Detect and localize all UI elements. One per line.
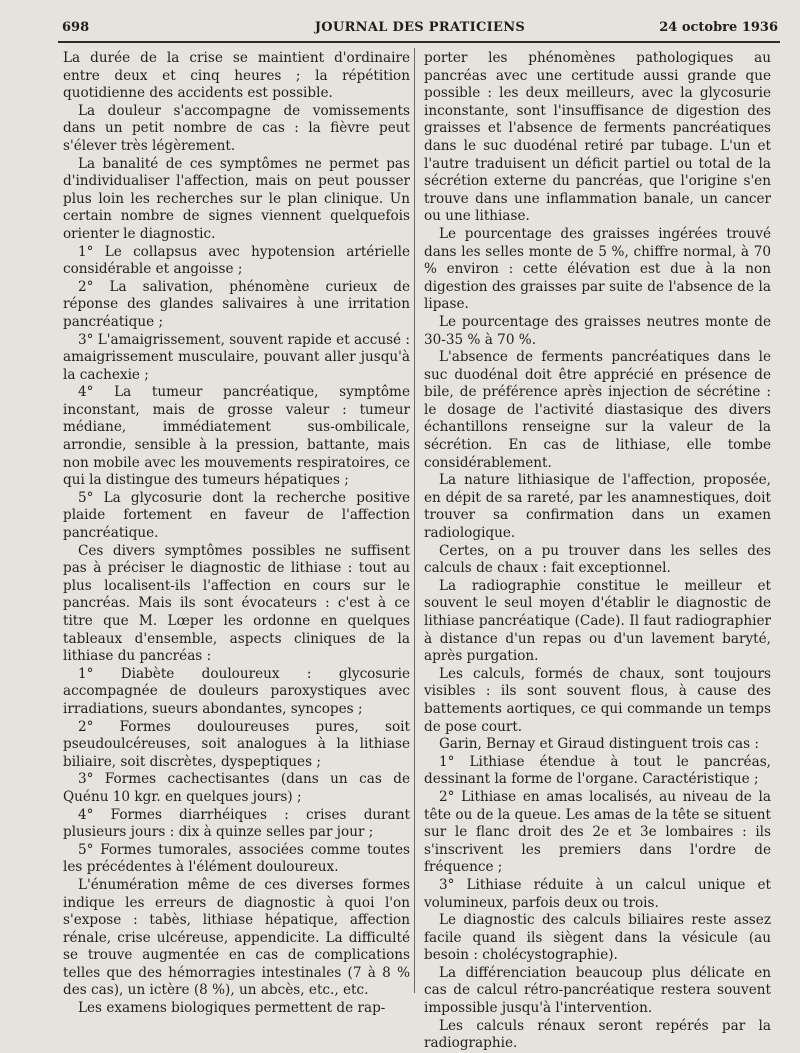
paragraph: Les calculs, formés de chaux, sont toujours visibles : ils sont souvent flous, à cause des battements aortiques, ce qui commande un temps de pose court.: [424, 665, 771, 735]
paragraph: Les calculs rénaux seront repérés par la radiographie.: [424, 1017, 771, 1052]
journal-title: JOURNAL DES PRATICIENS: [314, 20, 526, 35]
paragraph: Les examens biologiques permettent de rap-: [77, 1000, 386, 1017]
list-item: 2° La salivation, phénomène curieux de réponse des glandes salivaires à une irritation pancréatique ;: [63, 278, 410, 330]
paragraph: L'énumération même de ces diverses formes indique les erreurs de diagnostic à quoi l'on s'expose : tabès, lithiase hépatique, affection rénale, crise ulcéreuse, appendicite. La difficulté se trouve augmentée en cas de complications telles que des hémorragies intestinales (7 à 8 % des cas), un ictère (8 %), un abcès, etc., etc.: [63, 876, 410, 999]
paragraph: La douleur s'accompagne de vomissements dans un petit nombre de cas : la fièvre peut s'élever très légèrement.: [63, 102, 410, 154]
list-item: 1° Le collapsus avec hypotension artérielle considérable et angoisse ;: [63, 243, 410, 278]
list-item: 1° Lithiase étendue à tout le pancréas, dessinant la forme de l'organe. Caractéristique ;: [424, 753, 771, 788]
paragraph: L'absence de ferments pancréatiques dans le suc duodénal doit être apprécié en présence de bile, de préférence après injection de sécrétine : le dosage de l'activité diastasique des divers échantillons renseigne sur la valeur de la sécrétion. En cas de lithiase, elle tombe considérablement.: [424, 349, 771, 471]
paragraph: La nature lithiasique de l'affection, proposée, en dépit de sa rareté, par les anamnestiques, doit trouver sa confirmation dans un examen radiologique.: [424, 472, 771, 542]
list-item: 1° Diabète douloureux : glycosurie accompagnée de douleurs paroxystiques avec irradiations, sueurs abondantes, syncopes ;: [63, 665, 410, 717]
column-divider: [414, 48, 415, 993]
list-item: 2° Lithiase en amas localisés, au niveau de la tête ou de la queue. Les amas de la tête se situent sur le flanc droit des 2e et 3e lombaires : ils s'inscrivent les premiers dans l'ordre de fréquence ;: [424, 788, 771, 876]
header-rule: [58, 41, 780, 43]
right-column: [424, 50, 771, 1053]
paragraph: Ces divers symptômes possibles ne suffisent pas à préciser le diagnostic de lithiase : tout au plus localisent-ils l'affection en cours sur le pancréas. Mais ils sont évocateurs : c'est à ce titre que M. Lœper les ordonne en quelques tableaux d'ensemble, aspects cliniques de la lithiase du pancréas :: [63, 542, 410, 665]
list-item: 5° La glycosurie dont la recherche positive plaide fortement en faveur de l'affection pancréatique.: [63, 489, 410, 542]
issue-date: 24 octobre 1936: [659, 20, 778, 35]
paragraph: Le pourcentage des graisses ingérées trouvé dans les selles monte de 5 %, chiffre normal, à 70 % environ : cette élévation est due à la non digestion des graisses par suite de l'absence de la lipase.: [424, 225, 771, 313]
paragraph: La durée de la crise se maintient d'ordinaire entre deux et cinq heures ; la répétition quotidienne des accidents est possible.: [63, 50, 410, 102]
list-item: 3° Lithiase réduite à un calcul unique et volumineux, parfois deux ou trois.: [424, 876, 771, 911]
paragraph: Le diagnostic des calculs biliaires reste assez facile quand ils siègent dans la vésicule (au besoin : cholécystographie).: [424, 912, 771, 964]
paragraph: Le pourcentage des graisses neutres monte de 30-35 % à 70 %.: [424, 313, 771, 348]
paragraph: La différenciation beaucoup plus délicate en cas de calcul rétro-pancréatique restera souvent impossible jusqu'à l'intervention.: [424, 964, 771, 1017]
paragraph: porter les phénomènes pathologiques au pancréas avec une certitude aussi grande que possible : les deux meilleurs, avec la glycosurie inconstante, sont l'insuffisance de digestion des graisses et l'absence de ferments pancréatiques dans le suc duodénal retiré par tubage. L'un et l'autre traduisent un déficit partiel ou total de la sécrétion externe du pancréas, que l'origine s'en trouve dans une inflammation banale, un cancer ou une lithiase.: [424, 50, 771, 225]
paragraph: La banalité de ces symptômes ne permet pas d'individualiser l'affection, mais on peut pousser plus loin les recherches sur le plan clinique. Un certain nombre de signes viennent quelquefois orienter le diagnostic.: [63, 155, 410, 242]
list-item: 4° Formes diarrhéiques : crises durant plusieurs jours : dix à quinze selles par jour ;: [63, 806, 410, 841]
paragraph: Certes, on a pu trouver dans les selles des calculs de chaux : fait exceptionnel.: [424, 542, 771, 577]
list-item: 4° La tumeur pancréatique, symptôme inconstant, mais de grosse valeur : tumeur médiane, immédiatement sus-ombilicale, arrondie, sensible à la pression, battante, mais non mobile avec les mouvements respiratoires, ce qui la distingue des tumeurs hépatiques ;: [63, 384, 410, 489]
list-item: 3° L'amaigrissement, souvent rapide et accusé : amaigrissement musculaire, pouvant aller jusqu'à la cachexie ;: [63, 331, 411, 383]
left-column: [63, 50, 410, 1018]
running-header: [62, 18, 778, 40]
page-number: 698: [62, 20, 90, 35]
paragraph: Garin, Bernay et Giraud distinguent trois cas :: [438, 736, 759, 753]
list-item: 5° Formes tumorales, associées comme toutes les précédentes à l'élément douloureux.: [63, 841, 410, 876]
paragraph: La radiographie constitue le meilleur et souvent le seul moyen d'établir le diagnostic de lithiase pancréatique (Cade). Il faut radiographier à distance d'un repas ou d'un lavement baryté, après purgation.: [424, 577, 771, 665]
list-item: 3° Formes cachectisantes (dans un cas de Quénu 10 kgr. en quelques jours) ;: [63, 771, 410, 805]
list-item: 2° Formes douloureuses pures, soit pseudoulcéreuses, soit analogues à la lithiase biliaire, soit discrètes, dyspeptiques ;: [63, 718, 410, 770]
